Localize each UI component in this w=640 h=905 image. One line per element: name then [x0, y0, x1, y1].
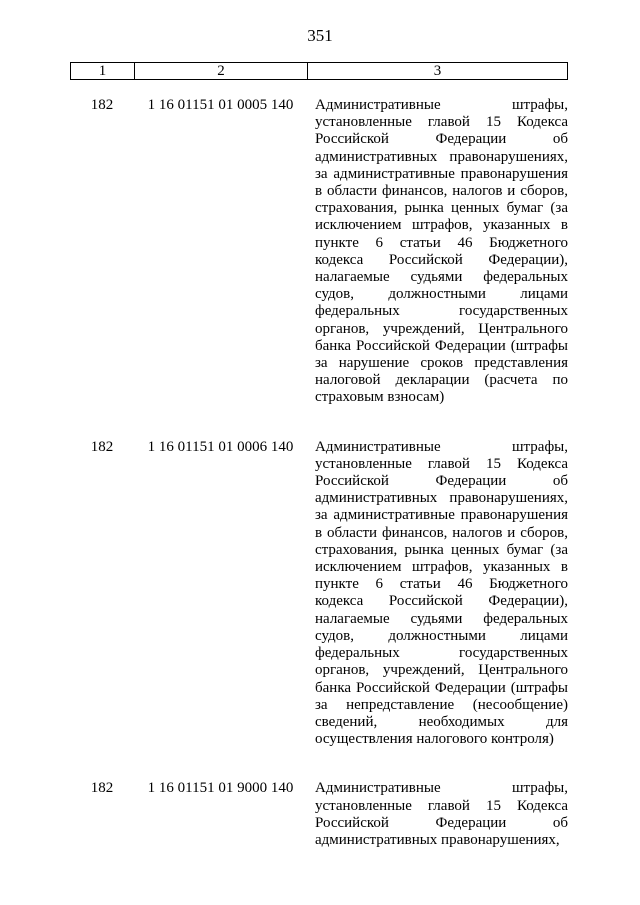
description-line: сведений, необходимых для — [315, 713, 568, 730]
description-line: налагаемые судьями федеральных — [315, 610, 568, 627]
description-line: органов, учреждений, Центрального — [315, 320, 568, 337]
description-line: в области финансов, налогов и сборов, — [315, 183, 568, 200]
admin-code-cell: 182 — [90, 97, 114, 113]
description-line: установленные главой 15 Кодекса — [315, 455, 568, 472]
description-line: административных правонарушениях, — [315, 490, 568, 507]
table-row — [70, 780, 568, 849]
kbk-code-cell: 1 16 01151 01 0006 140 — [147, 438, 294, 455]
description-line: страховым взносам) — [315, 389, 445, 406]
description-cell — [315, 780, 568, 849]
admin-code-cell: 182 — [90, 438, 114, 455]
description-line: федеральных государственных — [315, 303, 568, 320]
table-body — [70, 97, 568, 881]
description-line: Административные штрафы, — [315, 780, 568, 797]
description-line: кодекса Российской Федерации), — [315, 251, 568, 268]
description-line: Российской Федерации об — [315, 814, 568, 831]
description-line: судов, должностными лицами — [315, 627, 568, 644]
description-line: исключением штрафов, указанных в — [315, 559, 568, 576]
description-line: страхования, рынка ценных бумаг (за — [315, 200, 568, 217]
description-line: налоговой декларации (расчета по — [315, 372, 568, 389]
page-number: 351 — [307, 26, 333, 45]
description-line: Российской Федерации об — [315, 473, 568, 490]
description-line: налагаемые судьями федеральных — [315, 269, 568, 286]
description-cell — [315, 439, 568, 749]
description-line: Российской Федерации об — [315, 131, 568, 148]
description-line: за административные правонарушения — [315, 507, 568, 524]
description-line: в области финансов, налогов и сборов, — [315, 524, 568, 541]
description-line: банка Российской Федерации (штрафы — [315, 679, 568, 696]
description-line: кодекса Российской Федерации), — [315, 593, 568, 610]
table-row — [70, 439, 568, 749]
description-line: осуществления налогового контроля) — [315, 731, 554, 748]
column-header-3: 3 — [433, 63, 442, 79]
description-line: пункте 6 статьи 46 Бюджетного — [315, 576, 568, 593]
description-line: административных правонарушениях, — [315, 831, 560, 848]
description-line: федеральных государственных — [315, 645, 568, 662]
description-line: за административные правонарушения — [315, 165, 568, 182]
description-line: исключением штрафов, указанных в — [315, 217, 568, 234]
column-header-row — [70, 62, 568, 80]
description-line: установленные главой 15 Кодекса — [315, 114, 568, 131]
description-line: пункте 6 статьи 46 Бюджетного — [315, 234, 568, 251]
column-header-1: 1 — [71, 63, 135, 79]
description-line: банка Российской Федерации (штрафы — [315, 337, 568, 354]
description-line: Административные штрафы, — [315, 97, 568, 113]
description-cell — [315, 97, 568, 407]
kbk-code-cell: 1 16 01151 01 9000 140 — [147, 780, 294, 797]
description-line: за непредставление (несообщение) — [315, 696, 568, 713]
description-line: страхования, рынка ценных бумаг (за — [315, 541, 568, 558]
kbk-code-cell: 1 16 01151 01 0005 140 — [147, 97, 294, 113]
column-header-2: 2 — [135, 63, 308, 79]
admin-code-cell: 182 — [90, 780, 114, 797]
description-line: органов, учреждений, Центрального — [315, 662, 568, 679]
description-line: Административные штрафы, — [315, 438, 568, 455]
description-line: установленные главой 15 Кодекса — [315, 797, 568, 814]
description-line: за нарушение сроков представления — [315, 355, 568, 372]
description-line: судов, должностными лицами — [315, 286, 568, 303]
table-row — [70, 97, 568, 407]
description-line: административных правонарушениях, — [315, 148, 568, 165]
